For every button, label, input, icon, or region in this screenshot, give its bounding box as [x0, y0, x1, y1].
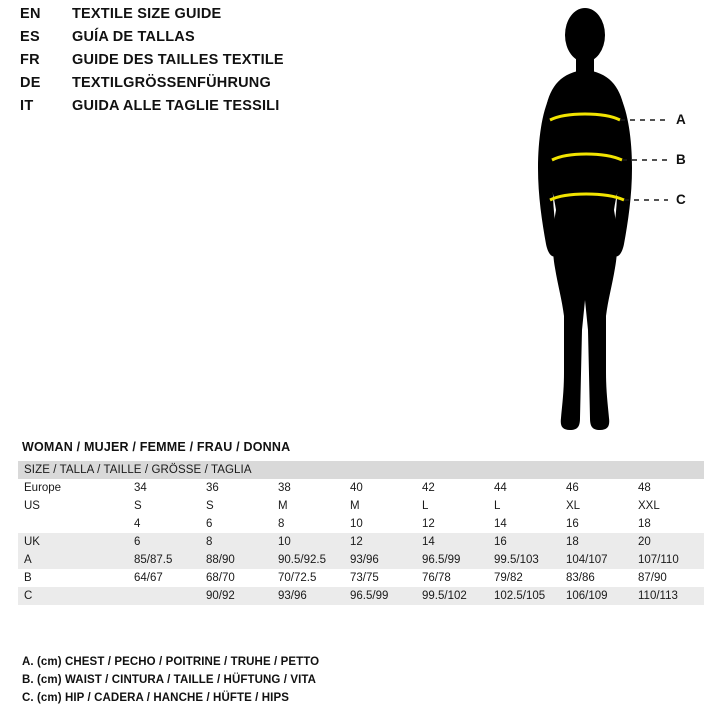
cell: 20 [638, 536, 651, 548]
cell: 96.5/99 [350, 590, 389, 602]
title-text-de: TEXTILGRÖSSENFÜHRUNG [72, 75, 271, 91]
cell: 99.5/103 [494, 554, 539, 566]
cell: 38 [278, 482, 291, 494]
cell: 70/72.5 [278, 572, 317, 584]
row-label: US [24, 500, 40, 512]
cell: 44 [494, 482, 507, 494]
title-row [20, 52, 440, 75]
row-label: UK [24, 536, 40, 548]
size-table [18, 461, 704, 605]
table-row [18, 479, 704, 497]
title-text-it: GUIDA ALLE TAGLIE TESSILI [72, 98, 280, 114]
cell: 8 [206, 536, 213, 548]
cell: 36 [206, 482, 219, 494]
cell: S [134, 500, 142, 512]
measure-label-b: B [676, 152, 686, 167]
cell: 85/87.5 [134, 554, 173, 566]
table-row [18, 497, 704, 515]
cell: 48 [638, 482, 651, 494]
measure-label-a: A [676, 112, 686, 127]
cell: M [350, 500, 360, 512]
title-text-fr: GUIDE DES TAILLES TEXTILE [72, 52, 284, 68]
title-row [20, 98, 440, 121]
cell: 6 [134, 536, 141, 548]
row-label [18, 515, 128, 533]
title-lang-fr: FR [20, 52, 40, 68]
cell: 10 [350, 518, 363, 530]
cell: 12 [350, 536, 363, 548]
row-label: B [24, 572, 32, 584]
cell: 8 [278, 518, 285, 530]
cell: 14 [494, 518, 507, 530]
title-row [20, 75, 440, 98]
cell: 102.5/105 [494, 590, 546, 602]
row-label: Europe [24, 482, 62, 494]
cell: 46 [566, 482, 579, 494]
cell: 10 [278, 536, 291, 548]
cell: M [278, 500, 288, 512]
cell: L [422, 500, 429, 512]
cell: L [494, 500, 501, 512]
cell [128, 587, 200, 605]
table-row [18, 533, 704, 551]
cell: 6 [206, 518, 213, 530]
table-row [18, 587, 704, 605]
cell: 14 [422, 536, 435, 548]
cell: 34 [134, 482, 147, 494]
note-chest: A. (cm) CHEST / PECHO / POITRINE / TRUHE / PETTO [22, 656, 320, 668]
title-lang-de: DE [20, 75, 41, 91]
title-lang-es: ES [20, 29, 40, 45]
measurement-notes [22, 653, 542, 707]
cell: 18 [638, 518, 651, 530]
cell: 4 [134, 518, 141, 530]
cell: 107/110 [638, 554, 679, 566]
title-text-en: TEXTILE SIZE GUIDE [72, 6, 222, 22]
table-row [18, 551, 704, 569]
cell: 83/86 [566, 572, 595, 584]
cell: XXL [638, 500, 660, 512]
row-label: A [24, 554, 32, 566]
table-group-heading: WOMAN / MUJER / FEMME / FRAU / DONNA [22, 440, 291, 454]
cell: 68/70 [206, 572, 235, 584]
cell: 40 [350, 482, 363, 494]
cell: 93/96 [278, 590, 307, 602]
note-hip: C. (cm) HIP / CADERA / HANCHE / HÜFTE / HIPS [22, 692, 290, 704]
cell: 76/78 [422, 572, 451, 584]
cell: 104/107 [566, 554, 608, 566]
cell: 79/82 [494, 572, 523, 584]
cell: 87/90 [638, 572, 667, 584]
cell: 18 [566, 536, 579, 548]
table-header-label: SIZE / TALLA / TAILLE / GRÖSSE / TAGLIA [24, 464, 252, 476]
cell: 88/90 [206, 554, 235, 566]
female-silhouette-icon [500, 0, 720, 440]
female-body-figure [500, 0, 720, 440]
measure-label-c: C [676, 192, 686, 207]
title-lang-it: IT [20, 98, 34, 114]
cell: 90.5/92.5 [278, 554, 326, 566]
table-row [18, 515, 704, 533]
title-row [20, 29, 440, 52]
cell: 93/96 [350, 554, 379, 566]
title-text-es: GUÍA DE TALLAS [72, 29, 195, 45]
cell: 90/92 [206, 590, 235, 602]
cell: 64/67 [134, 572, 163, 584]
row-label: C [24, 590, 33, 602]
title-block [20, 6, 440, 121]
title-lang-en: EN [20, 6, 41, 22]
cell: 73/75 [350, 572, 379, 584]
cell: 110/113 [638, 590, 678, 602]
note-waist: B. (cm) WAIST / CINTURA / TAILLE / HÜFTUNG / VITA [22, 674, 317, 686]
cell: 96.5/99 [422, 554, 461, 566]
table-row [18, 569, 704, 587]
cell: 16 [494, 536, 507, 548]
cell: 99.5/102 [422, 590, 467, 602]
size-table-block [18, 436, 704, 605]
cell: 42 [422, 482, 435, 494]
table-header-row [18, 461, 704, 479]
cell: 12 [422, 518, 435, 530]
cell: 106/109 [566, 590, 608, 602]
cell: XL [566, 500, 581, 512]
title-row [20, 6, 440, 29]
cell: 16 [566, 518, 579, 530]
cell: S [206, 500, 214, 512]
